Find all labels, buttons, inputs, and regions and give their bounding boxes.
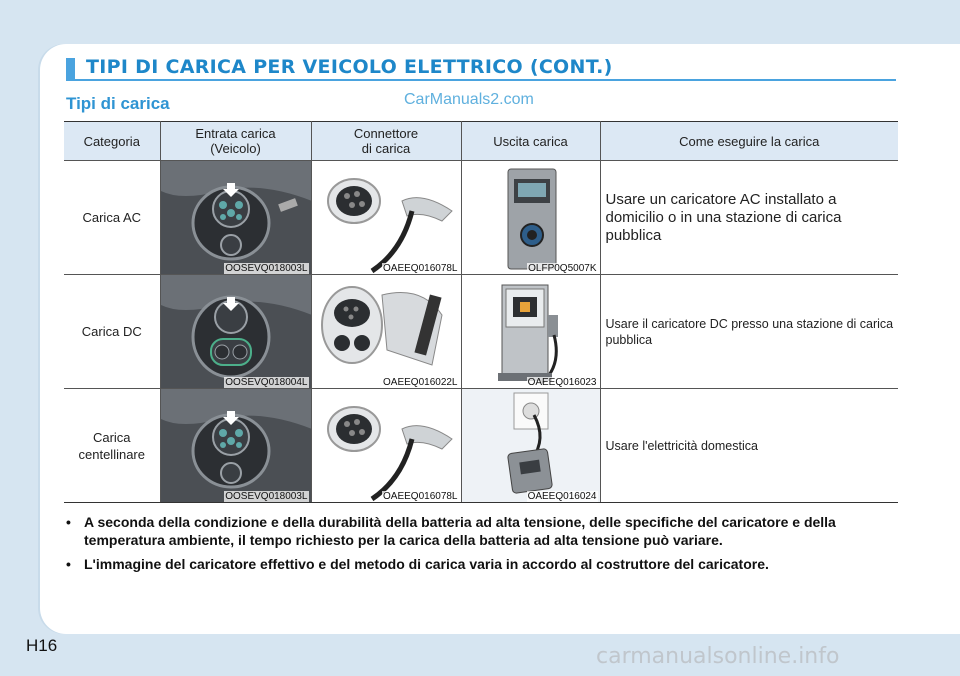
category-cell: Carica centellinare [64,389,160,503]
list-item: • A seconda della condizione e della durabilità della batteria ad alta tensione, delle specifiche del caricatore e della temperatura ambiente, il tempo richiesto per la carica della batteria ad alta tensione può variare. [66,514,836,548]
trickle-outlet-image [462,389,600,502]
section-subtitle: Tipi di carica [66,94,170,113]
title-accent-bar [66,58,75,80]
image-code: OAEEQ016022L [383,377,458,388]
header-connettore: Connettore di carica [311,122,461,161]
image-code: OAEEQ016024 [527,491,597,502]
dc-connector-image [312,275,461,388]
inlet-image-cell [160,389,311,503]
ac-outlet-image [462,161,600,274]
header-uscita: Uscita carica [461,122,600,161]
trickle-inlet-image [161,389,311,502]
title-underline [66,79,896,81]
outlet-image-cell [461,161,600,275]
description-cell: Usare l'elettricità domestica [600,389,898,503]
table-header-row [64,122,898,161]
dc-inlet-image [161,275,311,388]
list-item: • L'immagine del caricatore effettivo e del metodo di carica varia in accordo al costruttore del caricatore. [66,556,769,572]
header-come: Come eseguire la carica [600,122,898,161]
header-categoria: Categoria [64,122,160,161]
notes-list [64,513,900,579]
connector-image-cell [311,389,461,503]
ac-inlet-image [161,161,311,274]
site-watermark[interactable]: carmanualsonline.info [596,644,840,669]
header-entrata: Entrata carica (Veicolo) [160,122,311,161]
category-cell: Carica DC [64,275,160,389]
table-row [64,275,898,389]
description-cell: Usare il caricatore DC presso una stazione di carica pubblica [600,275,898,389]
page-number: H16 [26,636,58,655]
connector-image-cell [311,275,461,389]
image-code: OAEEQ016078L [383,491,458,502]
image-code: OOSEVQ018004L [225,377,308,388]
charging-types-table [64,121,898,503]
carmanuals-watermark[interactable]: CarManuals2.com [404,91,534,108]
table-row [64,389,898,503]
trickle-connector-image [312,389,461,502]
ac-connector-image [312,161,461,274]
image-code: OOSEVQ018003L [225,491,308,502]
inlet-image-cell [160,275,311,389]
page-title: TIPI DI CARICA PER VEICOLO ELETTRICO (CONT.) [86,56,613,78]
outlet-image-cell [461,389,600,503]
dc-outlet-image [462,275,600,388]
description-cell: Usare un caricatore AC installato a domicilio o in una stazione di carica pubblica [600,161,898,275]
image-code: OOSEVQ018003L [225,263,308,274]
image-code: OAEEQ016023 [527,377,597,388]
inlet-image-cell [160,161,311,275]
connector-image-cell [311,161,461,275]
image-code: OLFP0Q5007K [528,263,597,274]
category-cell: Carica AC [64,161,160,275]
table-row [64,161,898,275]
outlet-image-cell [461,275,600,389]
image-code: OAEEQ016078L [383,263,458,274]
